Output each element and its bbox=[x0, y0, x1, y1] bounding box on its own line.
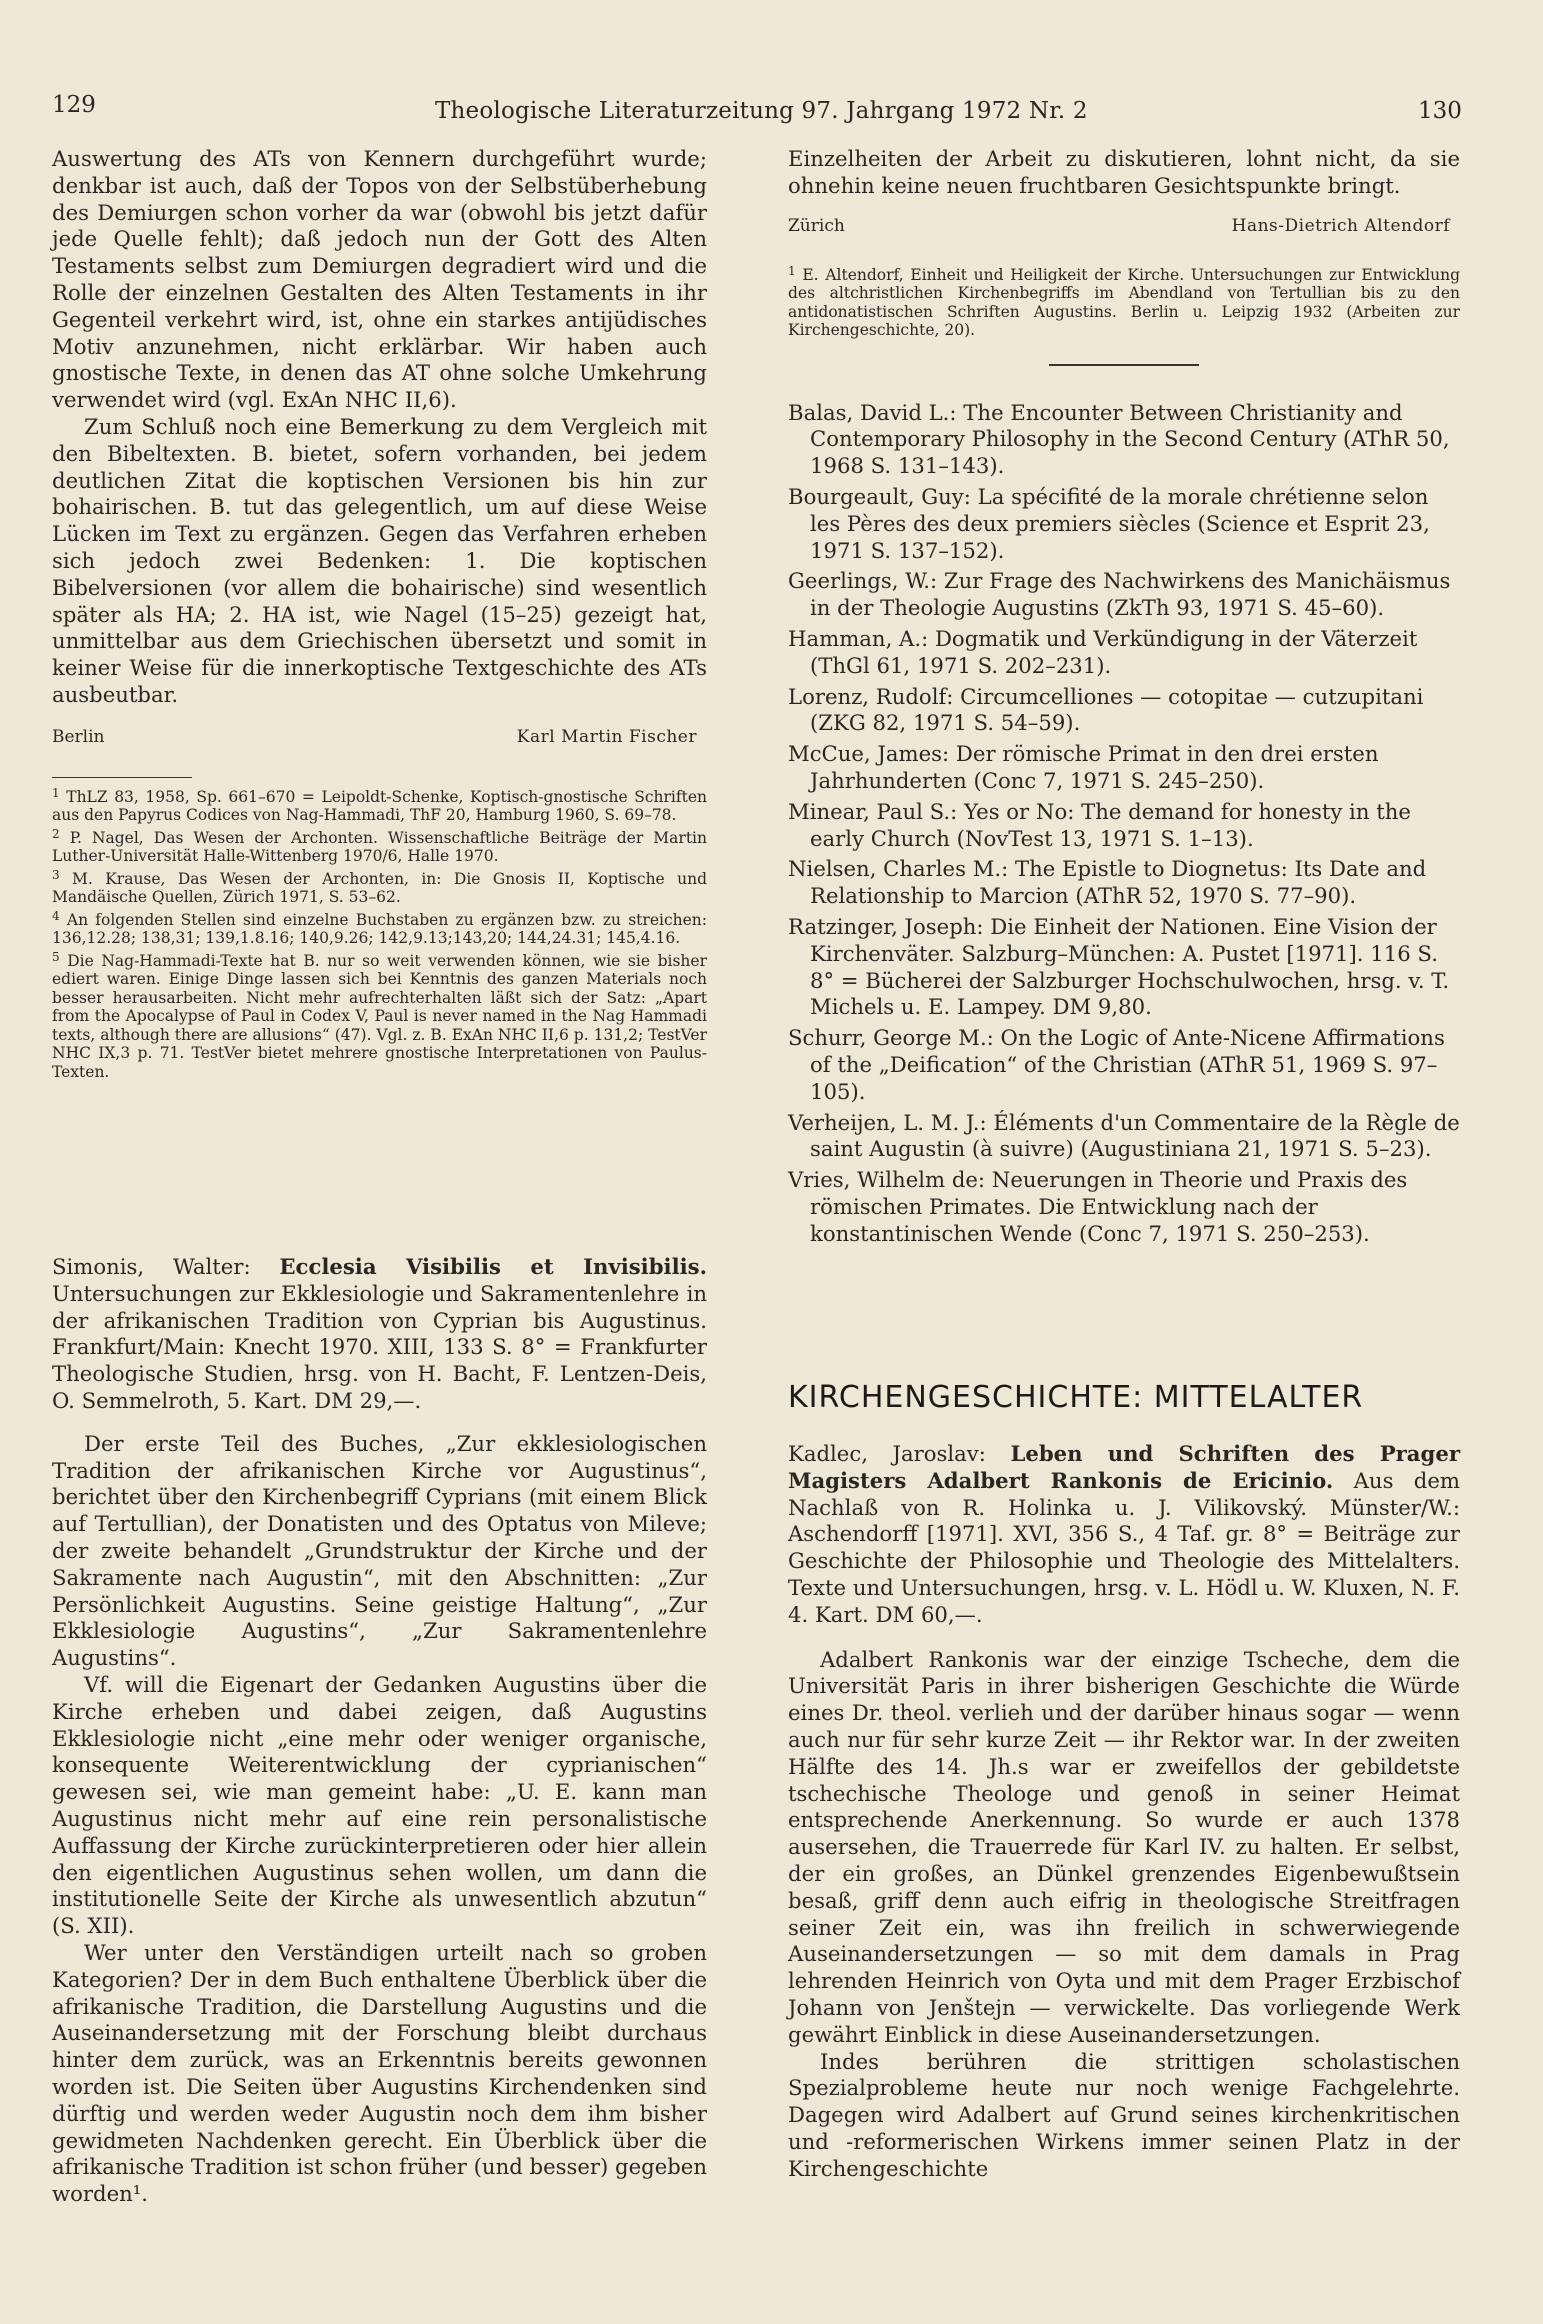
bibliography-entry: Minear, Paul S.: Yes or No: The demand for honesty in the early Church (NovTest 13, 1971 S. 1–13). bbox=[788, 798, 1411, 851]
bibliography-list bbox=[788, 400, 1460, 1248]
review2-footnotes bbox=[788, 262, 1460, 340]
footnote-2: $^2$ P. Nagel, Das Wesen der Archonten. Wissenschaftliche Beiträge der Martin Luther-Universität Halle-Wittenberg 1970/6, Halle 1970. bbox=[52, 826, 707, 866]
footnote-3: $^3$ M. Krause, Das Wesen der Archonten, in: Die Gnosis II, Koptische und Mandäische Quellen, Zürich 1971, S. 53–62. bbox=[52, 867, 707, 907]
bibliography-entry: McCue, James: Der römische Primat in den drei ersten Jahrhunderten (Conc 7, 1971 S. 245–250). bbox=[788, 741, 1379, 793]
bibliography-entry: Vries, Wilhelm de: Neuerungen in Theorie und Praxis des römischen Primates. Die Entwicklung nach der konstantinischen Wende (Conc 7, 1971 S. 250–253). bbox=[788, 1167, 1408, 1246]
signature-place: Berlin bbox=[52, 726, 105, 747]
running-header: Theologische Literaturzeitung 97. Jahrgang 1972 Nr. 2 bbox=[435, 98, 1088, 124]
signature-name: Karl Martin Fischer bbox=[516, 726, 697, 747]
review2 bbox=[52, 1254, 707, 2208]
bibliography-entry: Nielsen, Charles M.: The Epistle to Diognetus: Its Date and Relationship to Marcion (AThR 52, 1970 S. 77–90). bbox=[788, 856, 1427, 909]
review2-heading bbox=[52, 1254, 707, 1415]
review2-continuation: Einzelheiten der Arbeit zu diskutieren, lohnt nicht, da sie ohnehin keine neuen fruchtbaren Gesichtspunkte bringt. bbox=[788, 146, 1460, 198]
review1-signature bbox=[52, 727, 707, 747]
review2-paragraph-1: Der erste Teil des Buches, „Zur ekklesiologischen Tradition der afrikanischen Kirche vor Augustinus“, berichtet über den Kirchenbegriff Cyprians (mit einem Blick auf Tertullian), der Donatisten und des Optatus von Mileve; der zweite behandelt „Grundstruktur der Kirche und der Sakramente nach Augustin“, mit den Abschnitten: „Zur Persönlichkeit Augustins. Seine geistige Haltung“, „Zur Ekklesiologie Augustins“, „Zur Sakramentenlehre Augustins“. bbox=[52, 1430, 707, 1671]
bibliography-entry: Schurr, George M.: On the Logic of Ante-Nicene Affirmations of the „Deification“ of the Christian (AThR 51, 1969 S. 97–105). bbox=[788, 1025, 1445, 1104]
review3-heading bbox=[788, 1441, 1460, 1629]
footnote-4: $^4$ An folgenden Stellen sind einzelne Buchstaben zu ergänzen bzw. zu streichen: 136,12.28; 138,31; 139,1.8.16; 140,9.26; 142,9.13;143,20; 144,24.31; 145,4.16. bbox=[52, 908, 707, 948]
review2-title: Ecclesia Visibilis et Invisibilis. bbox=[279, 1254, 707, 1279]
review3-paragraph-2: Indes berühren die strittigen scholastischen Spezialprobleme heute nur noch wenige Fachgelehrte. Dagegen wird Adalbert auf Grund seines kirchenkritischen und -reformerischen Wirkens immer seinen Platz in der Kirchengeschichte bbox=[788, 2048, 1460, 2181]
review2-signature bbox=[788, 216, 1460, 236]
divider-rule bbox=[788, 364, 1460, 366]
bibliography-entry: Geerlings, W.: Zur Frage des Nachwirkens des Manichäismus in der Theologie Augustins (ZkTh 93, 1971 S. 45–60). bbox=[788, 568, 1451, 621]
section-kirchengeschichte bbox=[788, 1380, 1460, 2183]
left-column bbox=[52, 146, 707, 1081]
review1-paragraph-1: Auswertung des ATs von Kennern durchgeführt wurde; denkbar ist auch, daß der Topos von der Selbstüberhebung des Demiurgen schon vorher da war (obwohl bis jetzt dafür jede Quelle fehlt); daß jedoch nun der Gott des Alten Testaments selbst zum Demiurgen degradiert wird und die Rolle der einzelnen Gestalten des Alten Testaments in ihr Gegenteil verkehrt wird, ist, ohne ein starkes antijüdisches Motiv anzunehmen, nicht erklärbar. Wir haben auch gnostische Texte, in denen das AT ohne solche Umkehrung verwendet wird (vgl. ExAn NHC II,6). bbox=[52, 146, 707, 413]
review3-title: Leben und Schriften des Prager Magisters Adalbert Rankonis de Ericinio. bbox=[788, 1441, 1460, 1493]
review3-paragraph-1: Adalbert Rankonis war der einzige Tscheche, dem die Universität Paris in ihrer bisherigen Geschichte die Würde eines Dr. theol. verlieh und der darüber hinaus sogar — wenn auch nur für sehr kurze Zeit — ihr Rektor war. In der zweiten Hälfte des 14. Jh.s war er zweifellos der gebildetste tschechische Theologe und genoß in seiner Heimat entsprechende Anerkennung. So wurde er auch 1378 ausersehen, die Trauerrede für Karl IV. zu halten. Er selbst, der ein großes, an Dünkel grenzendes Eigenbewußtsein besaß, griff denn auch eifrig in theologische Streitfragen seiner Zeit ein, was ihn freilich in schwerwiegende Auseinandersetzungen — so mit dem damals in Prag lehrenden Heinrich von Oyta und mit dem Prager Erzbischof Johann von Jenštejn — verwickelte. Das vorliegende Werk gewährt Einblick in diese Auseinandersetzungen. bbox=[788, 1646, 1460, 2047]
footnote-1: $^1$ E. Altendorf, Einheit und Heiligkeit der Kirche. Untersuchungen zur Entwicklung des altchristlichen Kirchenbegriffs im Abendland von Tertullian bis zu den antidonatistischen Schriften Augustins. Berlin u. Leipzig 1932 (Arbeiten zur Kirchengeschichte, 20). bbox=[788, 263, 1460, 340]
footnote-5: $^5$ Die Nag-Hammadi-Texte hat B. nur so weit verwenden können, wie sie bisher ediert waren. Einige Dinge lassen sich bei Kenntnis des ganzen Materials noch besser herausarbeiten. Nicht mehr aufrechterhalten läßt sich der Satz: „Apart from the Apocalypse of Paul in Codex V, Paul is never named in the Nag Hammadi texts, although there are allusions“ (47). Vgl. z. B. ExAn NHC II,6 p. 131,2; TestVer NHC IX,3 p. 71. TestVer bietet mehrere gnostische Interpretationen von Paulus-Texten. bbox=[52, 949, 707, 1081]
bibliography-entry: Balas, David L.: The Encounter Between Christianity and Contemporary Philosophy in the Second Century (AThR 50, 1968 S. 131–143). bbox=[788, 399, 1450, 479]
review2-paragraph-2: Vf. will die Eigenart der Gedanken Augustins über die Kirche erheben und dabei zeigen, daß Augustins Ekklesiologie nicht „eine mehr oder weniger organische, konsequente Weiterentwicklung der cyprianischen“ gewesen sei, wie man gemeint habe: „U. E. kann man Augustinus nicht mehr auf eine rein personalistische Auffassung der Kirche zurückinterpretieren oder hier allein den eigentlichen Augustinus sehen wollen, um dann die institutionelle Seite der Kirche als unwesentlich abzutun“ (S. XII). bbox=[52, 1671, 707, 1939]
section-title: KIRCHENGESCHICHTE: MITTELALTER bbox=[788, 1380, 1364, 1415]
review3-author: Kadlec, Jaroslav: bbox=[788, 1441, 986, 1466]
page-number-right: 130 bbox=[1418, 98, 1462, 124]
review2-bibliographic: Untersuchungen zur Ekklesiologie und Sakramentenlehre in der afrikanischen Tradition von Cyprian bis Augustinus. Frankfurt/Main: Knecht 1970. XIII, 133 S. 8° = Frankfurter Theologische Studien, hrsg. von H. Bacht, F. Lentzen-Deis, O. Semmelroth, 5. Kart. DM 29,—. bbox=[52, 1280, 707, 1413]
signature-place: Zürich bbox=[788, 215, 845, 236]
bibliography-entry: Ratzinger, Joseph: Die Einheit der Nationen. Eine Vision der Kirchenväter. Salzburg–München: A. Pustet [1971]. 116 S. 8° = Bücherei der Salzburger Hochschulwochen, hrsg. v. T. Michels u. E. Lampey. DM 9,80. bbox=[788, 913, 1450, 1020]
review3-bibliographic: Aus dem Nachlaß von R. Holinka u. J. Vilikovský. Münster/W.: Aschendorff [1971]. XVI, 356 S., 4 Taf. gr. 8° = Beiträge zur Geschichte der Philosophie und Theologie des Mittelalters. Texte und Untersuchungen, hrsg. v. L. Hödl u. W. Kluxen, N. F. 4. Kart. DM 60,—. bbox=[788, 1467, 1460, 1627]
footnote-1: $^1$ ThLZ 83, 1958, Sp. 661–670 = Leipoldt-Schenke, Koptisch-gnostische Schriften aus den Papyrus Codices von Nag-Hammadi, ThF 20, Hamburg 1960, S. 69–78. bbox=[52, 785, 708, 825]
page-number-left: 129 bbox=[52, 92, 96, 118]
bibliography-entry: Lorenz, Rudolf: Circumcelliones — cotopitae — cutzupitani (ZKG 82, 1971 S. 54–59). bbox=[788, 683, 1424, 736]
footnote-rule bbox=[52, 777, 192, 778]
signature-name: Hans-Dietrich Altendorf bbox=[1231, 215, 1450, 236]
bibliography-entry: Bourgeault, Guy: La spécifité de la morale chrétienne selon les Pères des deux premiers siècles (Science et Esprit 23, 1971 S. 137–152). bbox=[788, 483, 1430, 563]
review2-paragraph-3: Wer unter den Verständigen urteilt nach so groben Kategorien? Der in dem Buch enthaltene Überblick über die afrikanische Tradition, die Darstellung Augustins und die Auseinandersetzung mit der Forschung bleibt durchaus hinter dem zurück, was an Erkenntnis bereits gewonnen worden ist. Die Seiten über Augustins Kirchendenken sind dürftig und werden weder Augustin noch dem ihm bisher gewidmeten Nachdenken gerecht. Ein Überblick über die afrikanische Tradition ist schon früher (und besser) gegeben worden¹. bbox=[52, 1939, 707, 2207]
bibliography-entry: Hamman, A.: Dogmatik und Verkündigung in der Väterzeit (ThGl 61, 1971 S. 202–231). bbox=[788, 625, 1418, 678]
review2-author: Simonis, Walter: bbox=[52, 1254, 251, 1279]
right-column bbox=[788, 146, 1460, 1252]
review1-footnotes bbox=[52, 777, 707, 1082]
review1-paragraph-2: Zum Schluß noch eine Bemerkung zu dem Vergleich mit den Bibeltexten. B. bietet, sofern vorhanden, bei jedem deutlichen Zitat die koptischen Versionen bis hin zur bohairischen. B. tut das gelegentlich, um auf diese Weise Lücken im Text zu ergänzen. Gegen das Verfahren erheben sich jedoch zwei Bedenken: 1. Die koptischen Bibelversionen (vor allem die bohairische) sind wesentlich später als HA; 2. HA ist, wie Nagel (15–25) gezeigt hat, unmittelbar aus dem Griechischen übersetzt und somit in keiner Weise für die innerkoptische Textgeschichte des ATs ausbeutbar. bbox=[52, 413, 707, 707]
bibliography-entry: Verheijen, L. M. J.: Éléments d'un Commentaire de la Règle de saint Augustin (à suivre) (Augustiniana 21, 1971 S. 5–23). bbox=[788, 1109, 1460, 1162]
